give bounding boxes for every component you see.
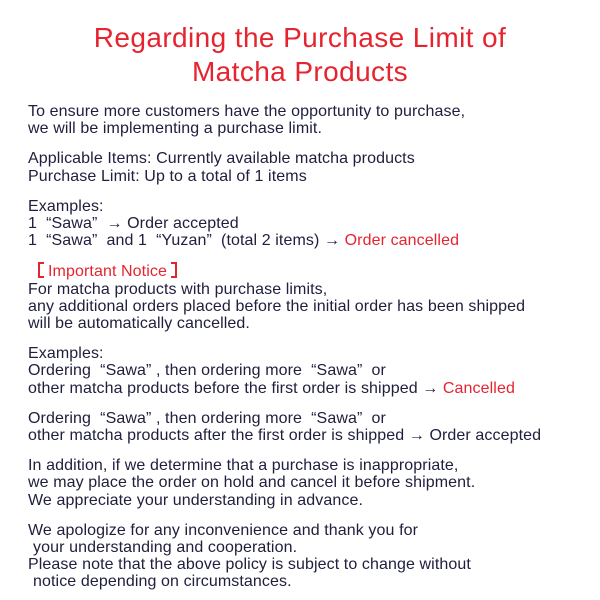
left-lenticular-bracket-icon	[38, 262, 44, 278]
text-segment: other matcha products before the first order is shipped →	[28, 379, 443, 397]
closing-paragraph	[28, 522, 584, 591]
text-line: we may place the order on hold and cancel it before shipment.	[28, 474, 476, 492]
order-cancelled-text: Order cancelled	[344, 232, 460, 250]
examples-heading: Examples:	[28, 345, 104, 363]
text-line: any additional orders placed before the initial order has been shipped	[28, 297, 526, 315]
examples-1-paragraph	[28, 198, 584, 250]
right-lenticular-bracket-icon	[171, 262, 177, 278]
text-line: For matcha products with purchase limits,	[28, 280, 328, 298]
text-line: Ordering “Sawa” , then ordering more “Sawa” or	[28, 362, 386, 380]
examples-2-paragraph	[28, 345, 584, 397]
example-cancelled-line	[28, 380, 584, 397]
terms-paragraph	[28, 150, 584, 184]
text-line: will be automatically cancelled.	[28, 315, 250, 333]
examples-heading: Examples:	[28, 197, 104, 215]
text-line: We apologize for any inconvenience and thank you for	[28, 521, 419, 539]
notice-body	[0, 103, 600, 591]
text-line: In addition, if we determine that a purchase is inappropriate,	[28, 457, 459, 475]
text-line: Ordering “Sawa” , then ordering more “Sawa” or	[28, 409, 386, 427]
text-line: we will be implementing a purchase limit.	[28, 120, 322, 138]
hold-policy-paragraph	[28, 457, 584, 509]
example-accepted-line: 1 “Sawa” → Order accepted	[28, 215, 239, 233]
text-line: notice depending on circumstances.	[33, 573, 292, 591]
intro-paragraph	[28, 103, 584, 137]
page-title-line-1: Regarding the Purchase Limit of	[93, 22, 507, 53]
example-cancelled-line	[28, 232, 584, 249]
important-notice-heading	[28, 262, 584, 280]
important-notice-paragraph	[28, 262, 584, 332]
page-title-line-2: Matcha Products	[191, 56, 409, 87]
important-notice-heading-text: Important Notice	[48, 263, 167, 281]
text-line: your understanding and cooperation.	[33, 539, 298, 557]
page-title	[0, 21, 600, 89]
text-line: To ensure more customers have the opportunity to purchase,	[28, 103, 466, 120]
text-segment: 1 “Sawa” and 1 “Yuzan” (total 2 items) →	[28, 232, 345, 250]
example-accepted-line: other matcha products after the first order is shipped → Order accepted	[28, 427, 542, 445]
text-line: Please note that the above policy is subject to change without	[28, 556, 471, 574]
purchase-limit-line: Purchase Limit: Up to a total of 1 items	[28, 167, 307, 185]
cancelled-text: Cancelled	[442, 379, 515, 397]
text-line: We appreciate your understanding in advance.	[28, 491, 363, 509]
examples-3-paragraph	[28, 410, 584, 444]
applicable-items-line: Applicable Items: Currently available matcha products	[28, 150, 415, 168]
